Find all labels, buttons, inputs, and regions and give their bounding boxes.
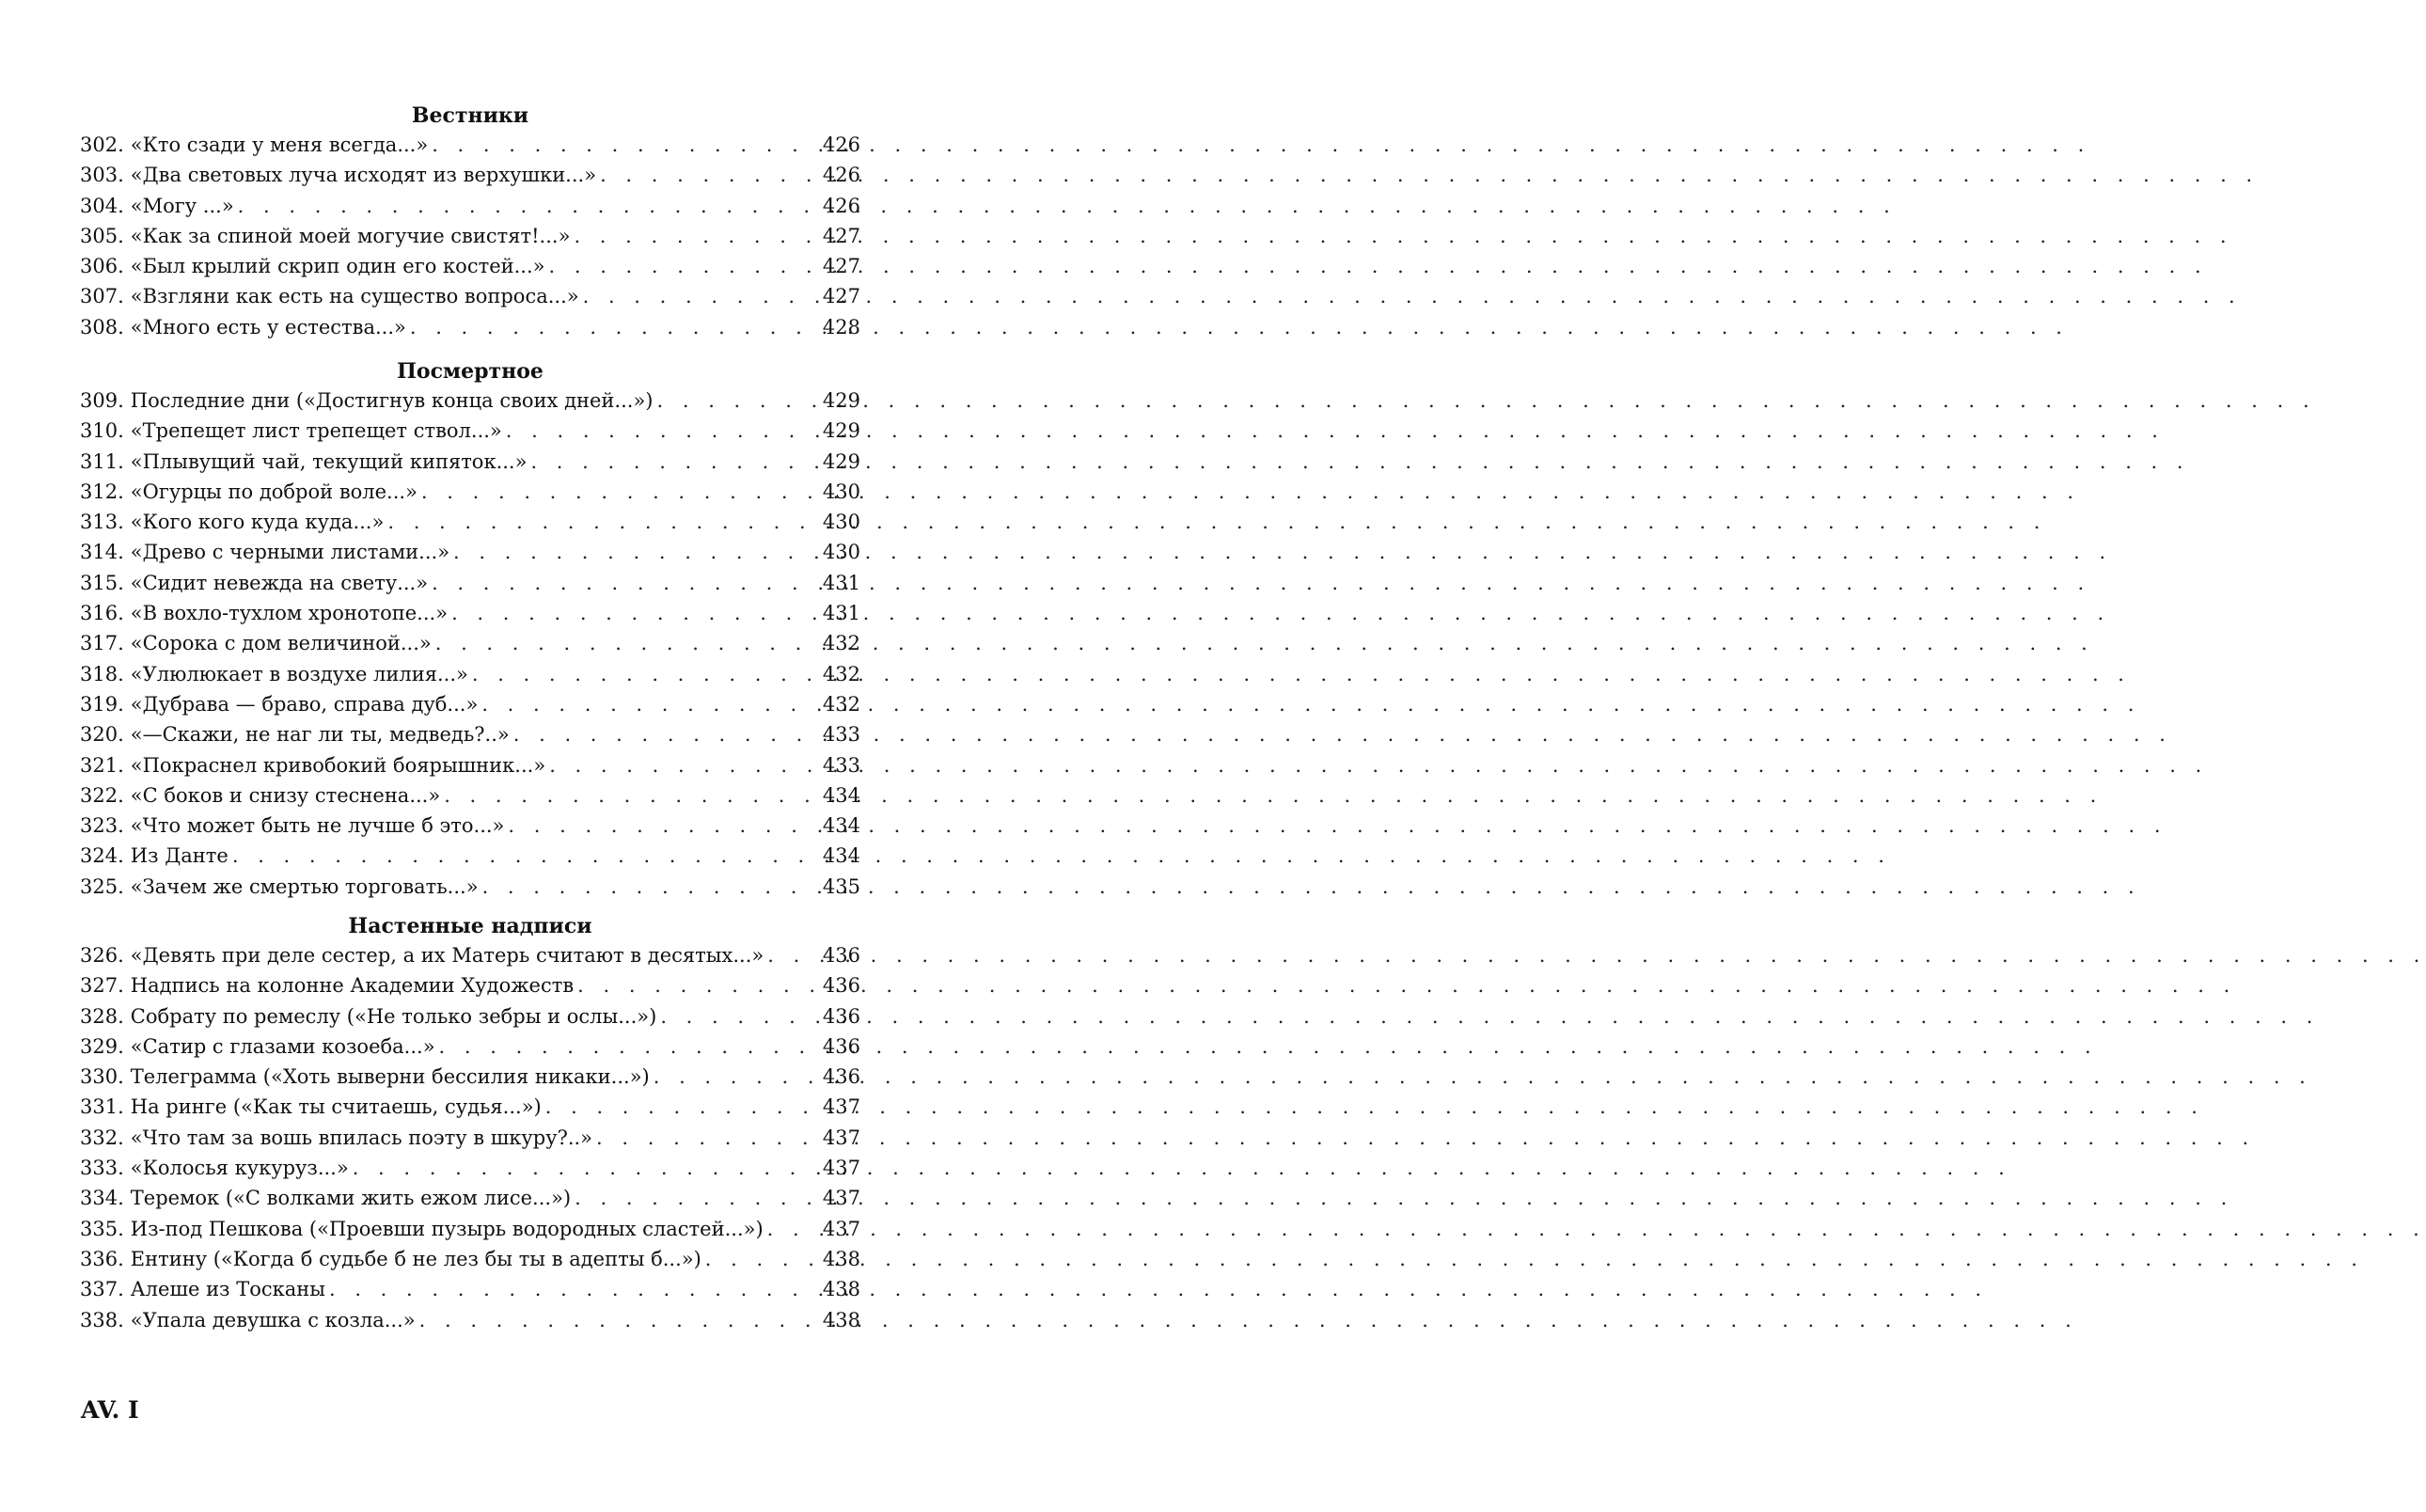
toc-entry[interactable] xyxy=(80,477,860,507)
entry-title: Из-под Пешкова («Проевши пузырь водородных сластей...») xyxy=(130,1217,764,1240)
entry-number: 315. xyxy=(80,571,124,594)
entry-page-number: 429 xyxy=(822,449,860,473)
entry-number: 323. xyxy=(80,814,124,838)
toc-entry[interactable] xyxy=(80,191,860,221)
entry-page-number: 432 xyxy=(822,692,860,716)
dot-leader xyxy=(432,568,813,598)
section-title: Настенные надписи xyxy=(348,914,592,938)
toc-entry[interactable] xyxy=(80,507,860,537)
toc-entry[interactable] xyxy=(80,1123,860,1153)
toc-section-vestniki xyxy=(80,102,860,342)
dot-leader xyxy=(481,689,813,719)
entry-title: «Дубрава — браво, справа дуб...» xyxy=(130,692,479,716)
dot-leader xyxy=(387,507,813,537)
dot-leader xyxy=(329,1274,813,1304)
dot-leader xyxy=(513,719,813,749)
toc-entry[interactable] xyxy=(80,970,860,1000)
dot-leader xyxy=(444,780,813,811)
entry-page-number: 432 xyxy=(822,662,860,685)
dot-leader xyxy=(506,416,813,446)
entry-number: 333. xyxy=(80,1157,124,1180)
toc-entry[interactable] xyxy=(80,1244,860,1274)
dot-leader xyxy=(453,537,813,567)
toc-entry[interactable] xyxy=(80,386,860,416)
dot-leader xyxy=(435,628,813,658)
entry-number: 307. xyxy=(80,285,124,308)
entry-number: 335. xyxy=(80,1217,124,1240)
entry-page-number: 431 xyxy=(822,571,860,594)
entry-page-number: 427 xyxy=(822,255,860,278)
entry-number: 330. xyxy=(80,1065,124,1089)
entry-title: «Трепещет лист трепещет ствол...» xyxy=(130,419,502,443)
entry-title: «Много есть у естества...» xyxy=(130,315,406,339)
dot-leader xyxy=(767,1214,813,1244)
entry-page-number: 437 xyxy=(822,1095,860,1119)
entry-page-number: 427 xyxy=(822,285,860,308)
toc-entry[interactable] xyxy=(80,841,860,871)
entry-title: «Огурцы по доброй воле...» xyxy=(130,480,417,503)
entry-number: 324. xyxy=(80,844,124,868)
dot-leader xyxy=(232,841,813,871)
entry-number: 305. xyxy=(80,224,124,247)
entry-number: 334. xyxy=(80,1187,124,1210)
document-page xyxy=(0,0,940,1512)
entry-title: Ентину («Когда б судьбе б не лез бы ты в адепты б...») xyxy=(130,1247,701,1270)
toc-entry[interactable] xyxy=(80,447,860,477)
entry-title: «В вохло-тухлом хронотопе...» xyxy=(130,602,449,625)
entry-title: «Был крылий скрип один его костей...» xyxy=(130,255,545,278)
dot-leader xyxy=(660,1001,813,1032)
entry-page-number: 426 xyxy=(822,164,860,187)
entry-page-number: 436 xyxy=(822,1065,860,1089)
toc-entry[interactable] xyxy=(80,780,860,811)
entry-number: 332. xyxy=(80,1126,124,1149)
entry-page-number: 438 xyxy=(822,1247,860,1270)
entry-title: «Девять при деле сестер, а их Матерь считают в десятых...» xyxy=(130,944,764,967)
entry-number: 325. xyxy=(80,874,124,898)
entry-number: 309. xyxy=(80,389,124,412)
toc-entry[interactable] xyxy=(80,1274,860,1304)
entry-page-number: 427 xyxy=(822,224,860,247)
entry-title: «Сорока с дом величиной...» xyxy=(130,632,432,655)
entry-number: 326. xyxy=(80,944,124,967)
entry-number: 318. xyxy=(80,662,124,685)
toc-entry[interactable] xyxy=(80,281,860,311)
entry-title: «Покраснел кривобокий боярышник...» xyxy=(130,753,546,777)
dot-leader xyxy=(421,477,813,507)
dot-leader xyxy=(238,191,813,221)
dot-leader xyxy=(439,1032,813,1062)
section-title: Посмертное xyxy=(397,359,543,384)
entry-title: «Древо с черными листами...» xyxy=(130,541,450,564)
entry-number: 337. xyxy=(80,1278,124,1301)
entry-page-number: 431 xyxy=(822,602,860,625)
entry-number: 319. xyxy=(80,692,124,716)
entry-title: «Плывущий чай, текущий кипяток...» xyxy=(130,449,528,473)
entry-title: «Как за спиной моей могучие свистят!...» xyxy=(130,224,571,247)
dot-leader xyxy=(549,750,813,780)
dot-leader xyxy=(451,598,813,628)
entry-page-number: 428 xyxy=(822,315,860,339)
entry-number: 320. xyxy=(80,723,124,747)
entry-number: 317. xyxy=(80,632,124,655)
dot-leader xyxy=(353,1153,813,1183)
toc-entry[interactable] xyxy=(80,1032,860,1062)
toc-entry-list xyxy=(80,940,860,1335)
toc-entry[interactable] xyxy=(80,312,860,342)
entry-title: Надпись на колонне Академии Художеств xyxy=(130,974,575,998)
dot-leader xyxy=(482,872,813,902)
toc-entry[interactable] xyxy=(80,221,860,251)
entry-title: Телеграмма («Хоть выверни бессилия никаки...») xyxy=(130,1065,650,1089)
dot-leader xyxy=(657,386,814,416)
entry-title: «Что может быть не лучше б это...» xyxy=(130,814,505,838)
entry-title: «Зачем же смертью торговать...» xyxy=(130,874,479,898)
entry-page-number: 430 xyxy=(822,511,860,534)
toc-entry[interactable] xyxy=(80,598,860,628)
entry-page-number: 436 xyxy=(822,974,860,998)
entry-number: 311. xyxy=(80,449,124,473)
entry-title: «Два световых луча исходят из верхушки...» xyxy=(130,164,597,187)
entry-title: Алеше из Тосканы xyxy=(130,1278,325,1301)
entry-number: 312. xyxy=(80,480,124,503)
entry-page-number: 432 xyxy=(822,632,860,655)
entry-number: 321. xyxy=(80,753,124,777)
toc-entry[interactable] xyxy=(80,416,860,446)
entry-page-number: 434 xyxy=(822,814,860,838)
entry-page-number: 435 xyxy=(822,874,860,898)
entry-page-number: 436 xyxy=(822,1034,860,1058)
entry-page-number: 429 xyxy=(822,419,860,443)
toc-entry[interactable] xyxy=(80,628,860,658)
entry-number: 322. xyxy=(80,783,124,807)
entry-title: «Кто сзади у меня всегда...» xyxy=(130,134,429,156)
dot-leader xyxy=(577,970,813,1000)
entry-title: «Могу ...» xyxy=(130,194,234,217)
entry-number: 329. xyxy=(80,1034,124,1058)
toc-entry[interactable] xyxy=(80,1062,860,1092)
entry-number: 310. xyxy=(80,419,124,443)
dot-leader xyxy=(575,1183,813,1213)
toc-entry[interactable] xyxy=(80,1153,860,1183)
entry-title: «Кого кого куда куда...» xyxy=(130,511,385,534)
toc-entry[interactable] xyxy=(80,940,860,970)
entry-page-number: 437 xyxy=(822,1126,860,1149)
entry-page-number: 437 xyxy=(822,1217,860,1240)
toc-entry[interactable] xyxy=(80,750,860,780)
entry-title: «С боков и снизу стеснена...» xyxy=(130,783,441,807)
entry-number: 314. xyxy=(80,541,124,564)
entry-page-number: 426 xyxy=(822,194,860,217)
dot-leader xyxy=(432,130,813,160)
toc-entry[interactable] xyxy=(80,130,860,160)
dot-leader xyxy=(596,1123,813,1153)
entry-number: 304. xyxy=(80,194,124,217)
toc-entry[interactable] xyxy=(80,872,860,902)
entry-number: 338. xyxy=(80,1308,124,1331)
entry-title: «Что там за вошь впилась поэту в шкуру?..» xyxy=(130,1126,593,1149)
toc-entry[interactable] xyxy=(80,1183,860,1213)
toc-entry[interactable] xyxy=(80,659,860,689)
entry-page-number: 438 xyxy=(822,1278,860,1301)
entry-page-number: 437 xyxy=(822,1157,860,1180)
entry-page-number: 433 xyxy=(822,723,860,747)
dot-leader xyxy=(600,160,813,190)
toc-entry[interactable] xyxy=(80,1001,860,1032)
dot-leader xyxy=(530,447,813,477)
dot-leader xyxy=(549,251,814,281)
toc-entry-list xyxy=(80,386,860,902)
toc-entry[interactable] xyxy=(80,1305,860,1335)
entry-number: 336. xyxy=(80,1247,124,1270)
entry-title: Теремок («С волками жить ежом лисе...») xyxy=(130,1187,572,1210)
entry-number: 331. xyxy=(80,1095,124,1119)
signature-mark: AV. I xyxy=(81,1396,139,1424)
entry-number: 306. xyxy=(80,255,124,278)
toc-entry[interactable] xyxy=(80,689,860,719)
section-title: Вестники xyxy=(411,103,529,128)
entry-number: 327. xyxy=(80,974,124,998)
dot-leader xyxy=(472,659,813,689)
entry-number: 308. xyxy=(80,315,124,339)
entry-page-number: 430 xyxy=(822,541,860,564)
toc-section-nastennye xyxy=(80,912,860,1335)
dot-leader xyxy=(419,1305,813,1335)
toc-entry[interactable] xyxy=(80,719,860,749)
entry-number: 302. xyxy=(80,134,124,156)
entry-page-number: 434 xyxy=(822,783,860,807)
entry-number: 303. xyxy=(80,164,124,187)
entry-number: 316. xyxy=(80,602,124,625)
entry-title: «Сидит невежда на свету...» xyxy=(130,571,429,594)
toc-entry[interactable] xyxy=(80,160,860,190)
toc-entry[interactable] xyxy=(80,811,860,841)
entry-title: Из Данте xyxy=(130,844,228,868)
toc-entry[interactable] xyxy=(80,1092,860,1122)
dot-leader xyxy=(410,312,813,342)
dot-leader xyxy=(654,1062,813,1092)
dot-leader xyxy=(583,281,813,311)
dot-leader xyxy=(508,811,813,841)
entry-title: «Улюлюкает в воздухе лилия...» xyxy=(130,662,468,685)
entry-title: Собрату по ремеслу («Не только зебры и ослы...») xyxy=(130,1004,657,1028)
entry-number: 313. xyxy=(80,511,124,534)
entry-title: «Сатир с глазами козоеба...» xyxy=(130,1034,435,1058)
entry-page-number: 436 xyxy=(822,944,860,967)
entry-page-number: 434 xyxy=(822,844,860,868)
dot-leader xyxy=(545,1092,813,1122)
entry-title: «Взгляни как есть на существо вопроса...» xyxy=(130,285,579,308)
toc-section-posmertnoe xyxy=(80,357,860,902)
toc-entry[interactable] xyxy=(80,1214,860,1244)
toc-entry[interactable] xyxy=(80,568,860,598)
entry-title: Последние дни («Достигнув конца своих дней...») xyxy=(130,389,654,412)
entry-page-number: 433 xyxy=(822,753,860,777)
toc-entry-list xyxy=(80,130,860,342)
dot-leader xyxy=(767,940,813,970)
entry-title: «Упала девушка с козла...» xyxy=(130,1308,416,1331)
entry-page-number: 437 xyxy=(822,1187,860,1210)
dot-leader xyxy=(574,221,813,251)
entry-page-number: 426 xyxy=(822,134,860,156)
entry-page-number: 430 xyxy=(822,480,860,503)
toc-entry[interactable] xyxy=(80,251,860,281)
entry-page-number: 429 xyxy=(822,389,860,412)
entry-page-number: 436 xyxy=(822,1004,860,1028)
toc-entry[interactable] xyxy=(80,537,860,567)
entry-page-number: 438 xyxy=(822,1308,860,1331)
dot-leader xyxy=(705,1244,813,1274)
entry-title: «Колосья кукуруз...» xyxy=(130,1157,349,1180)
entry-title: «—Скажи, не наг ли ты, медведь?..» xyxy=(130,723,510,747)
entry-number: 328. xyxy=(80,1004,124,1028)
entry-title: На ринге («Как ты считаешь, судья...») xyxy=(130,1095,542,1119)
